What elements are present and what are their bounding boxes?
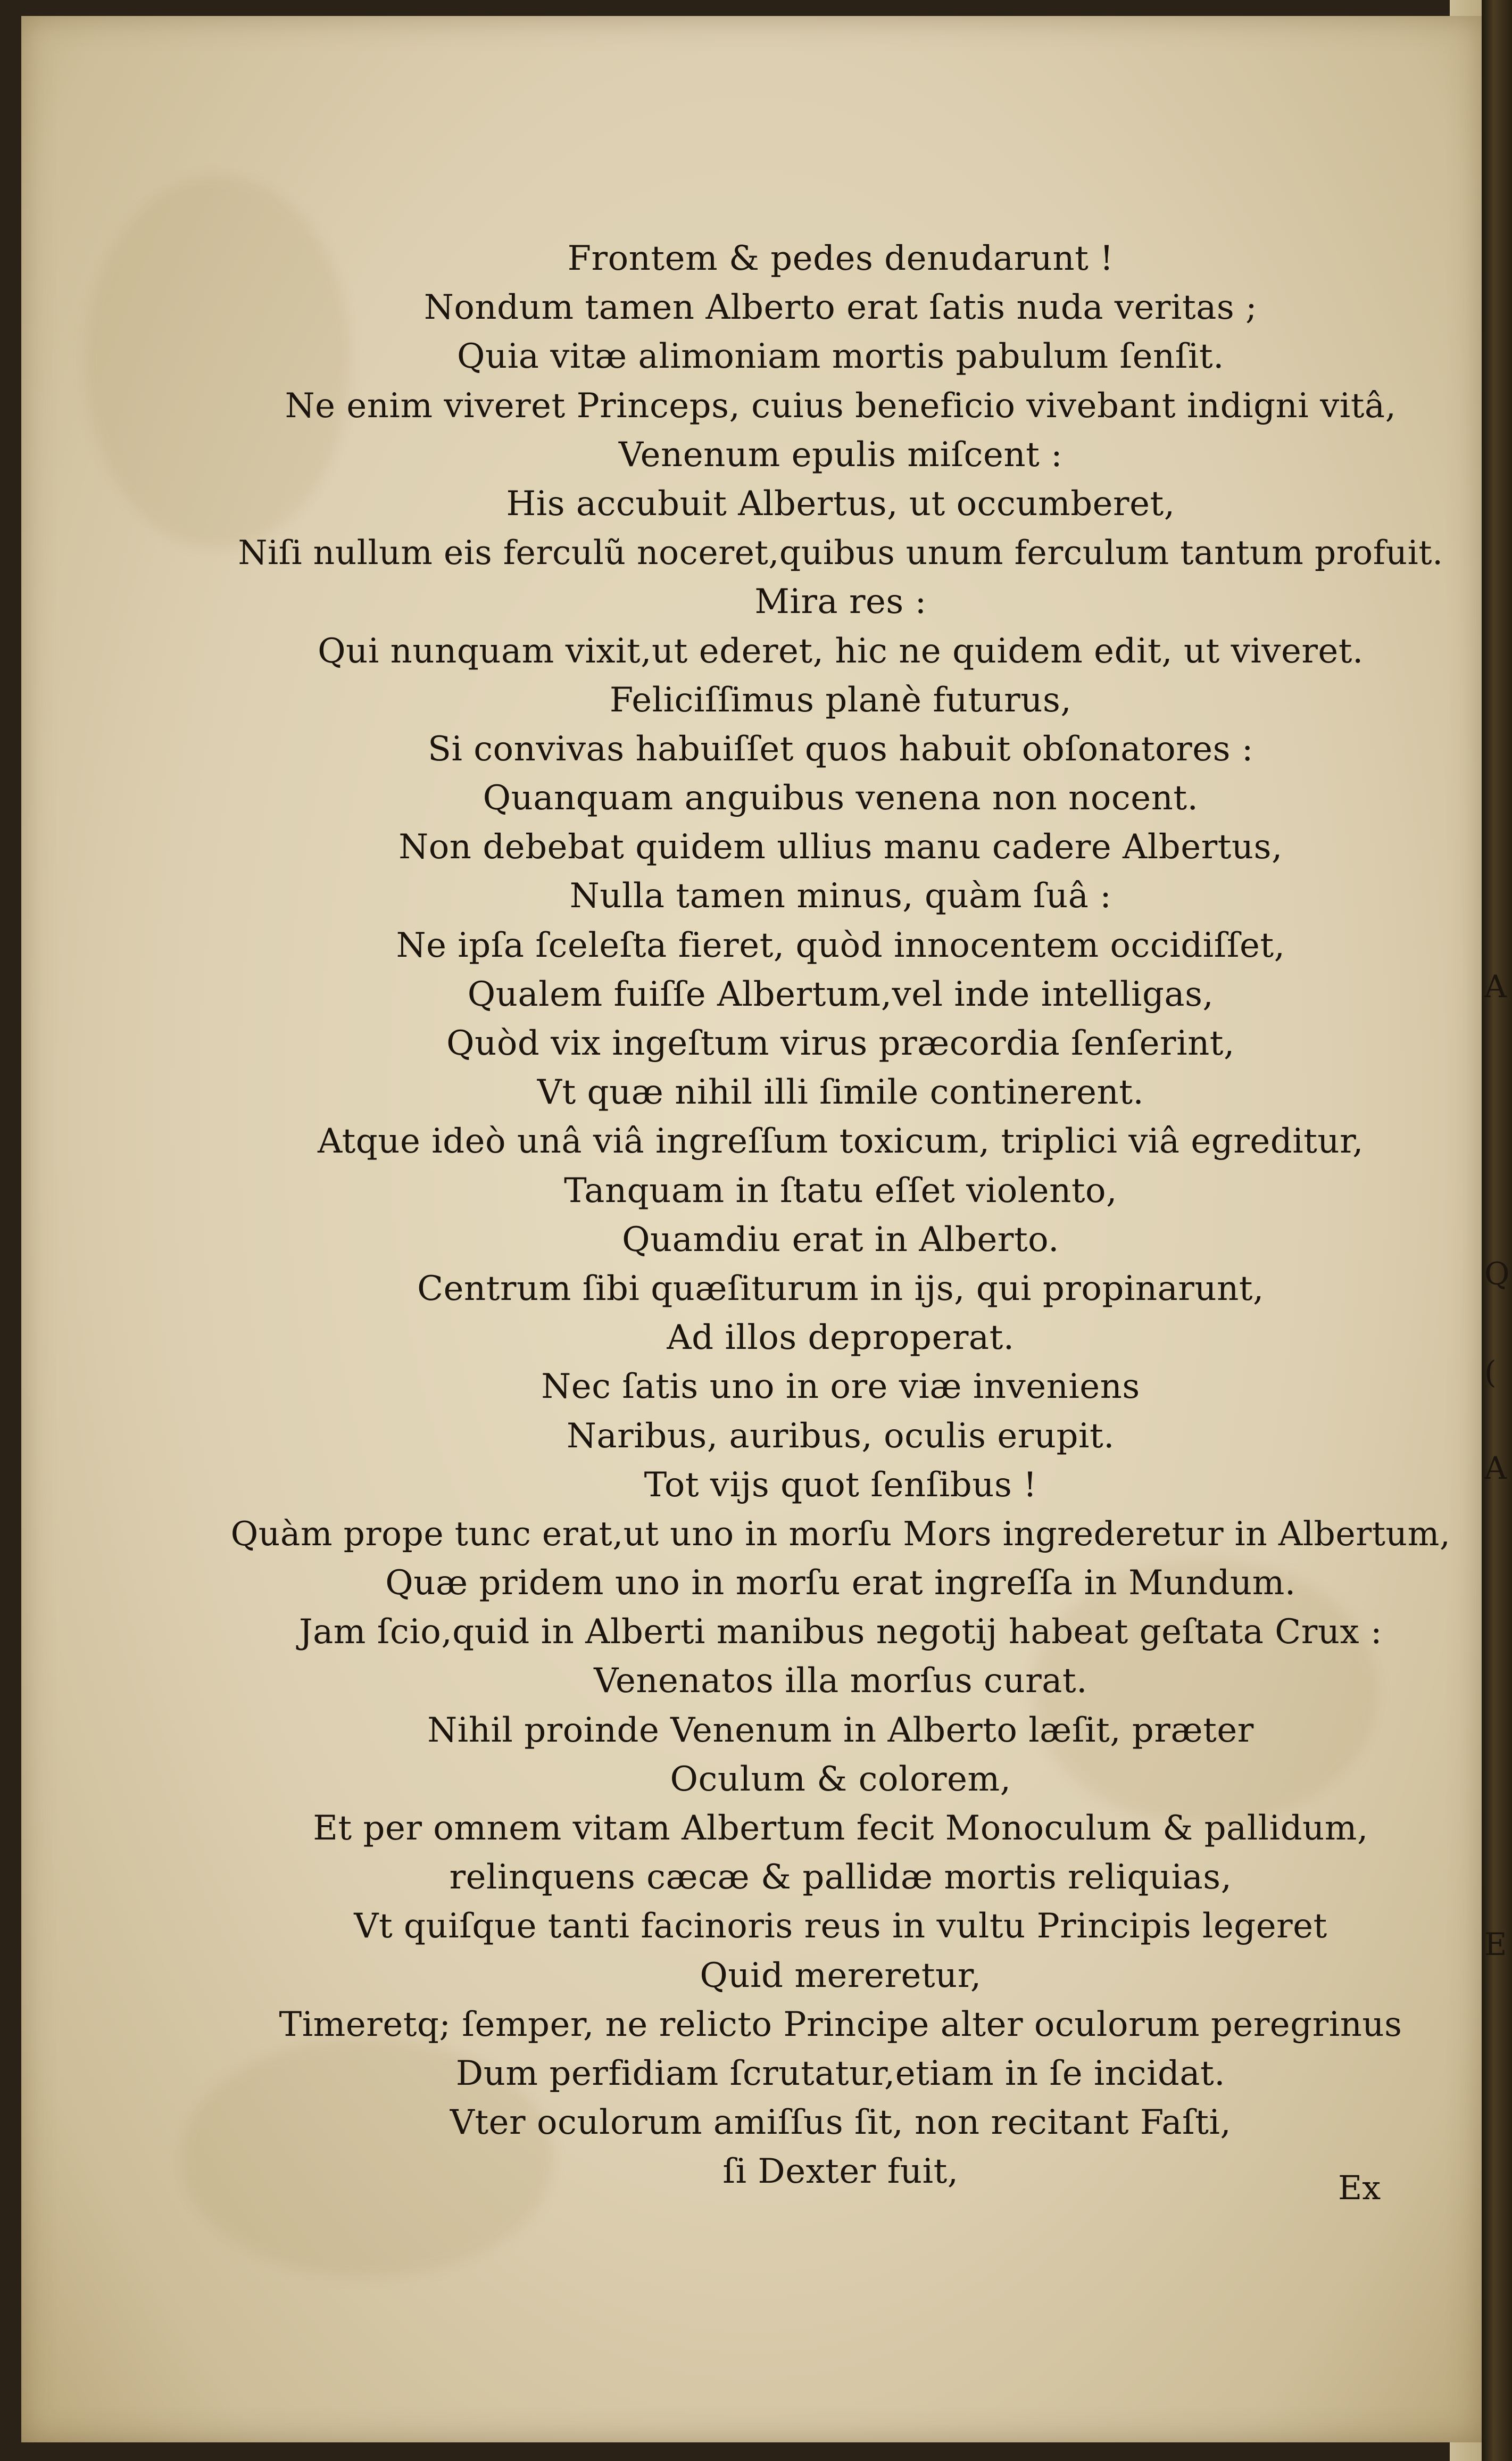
text-line: Vt quiſque tanti facinoris reus in vultu Principis legeret (354, 1907, 1327, 1946)
text-line: Feliciſſimus planè futurus, (609, 680, 1072, 720)
text-line: Nulla tamen minus, quàm ſuâ : (569, 876, 1112, 916)
text-line: Quàm prope tunc erat,ut uno in morſu Mors ingrederetur in Albertum, (230, 1514, 1451, 1553)
verse-text-block (229, 234, 1452, 2197)
text-line: Niſi nullum eis ferculũ noceret,quibus unum ferculum tantum profuit. (238, 533, 1443, 573)
text-line: Oculum & colorem, (670, 1759, 1011, 1799)
facing-page-letter: Q (1484, 1256, 1510, 1292)
text-line: ſi Dexter fuit, (722, 2152, 959, 2192)
facing-page-letter: ( (1484, 1354, 1497, 1390)
text-line: Frontem & pedes denudarunt ! (567, 239, 1114, 278)
text-line: His accubuit Albertus, ut occumberet, (506, 484, 1175, 524)
text-line: Ne enim viveret Princeps, cuius beneficio vivebant indigni vitâ, (285, 386, 1397, 426)
text-line: Venenum epulis miſcent : (618, 435, 1063, 475)
text-line: Venenatos illa morſus curat. (594, 1661, 1087, 1701)
text-line: Quanquam anguibus venena non nocent. (483, 778, 1199, 818)
text-line: Centrum ſibi quæſiturum in ijs, qui propinarunt, (417, 1269, 1264, 1308)
text-line: Ad illos deproperat. (667, 1318, 1015, 1358)
catchword: Ex (1338, 2168, 1381, 2207)
facing-page-letter: E (1484, 1926, 1507, 1962)
text-line: Nihil proinde Venenum in Alberto læſit, præter (427, 1710, 1254, 1750)
text-line: Nec ſatis uno in ore viæ inveniens (541, 1367, 1140, 1407)
text-line: Quamdiu erat in Alberto. (622, 1220, 1059, 1259)
text-line: Quæ pridem uno in morſu erat ingreſſa in Mundum. (385, 1563, 1296, 1603)
text-line: Naribus, auribus, oculis erupit. (567, 1416, 1115, 1456)
text-line: Quòd vix ingeſtum virus præcordia ſenſerint, (446, 1024, 1235, 1063)
text-line: Qui nunquam vixit,ut ederet, hic ne quidem edit, ut viveret. (318, 631, 1364, 671)
text-line: Et per omnem vitam Albertum fecit Monoculum & pallidum, (313, 1809, 1368, 1848)
text-line: Mira res : (754, 582, 927, 622)
text-line: Tot vijs quot ſenſibus ! (644, 1465, 1037, 1505)
text-line: Non debebat quidem ullius manu cadere Albertus, (398, 827, 1283, 867)
text-line: Vter oculorum amiſſus ſit, non recitant Faſti, (450, 2103, 1232, 2143)
text-line: relinquens cæcæ & pallidæ mortis reliquias, (449, 1858, 1232, 1897)
text-line: Vt quæ nihil illi ſimile continerent. (537, 1073, 1144, 1113)
text-line: Quid mereretur, (700, 1955, 982, 1995)
text-line: Dum perfidiam ſcrutatur,etiam in ſe incidat. (455, 2053, 1226, 2093)
text-line: Jam ſcio,quid in Alberti manibus negotij habeat geſtata Crux : (298, 1612, 1383, 1652)
text-line: Nondum tamen Alberto erat ſatis nuda veritas ; (423, 288, 1258, 328)
text-line: Quia vitæ alimoniam mortis pabulum ſenſit. (457, 337, 1224, 377)
binding-gutter (1482, 0, 1512, 2461)
text-line: Ne ipſa ſceleſta fieret, quòd innocentem occidiſſet, (396, 925, 1285, 965)
text-line: Atque ideò unâ viâ ingreſſum toxicum, triplici viâ egreditur, (317, 1122, 1364, 1162)
facing-page-letter: A (1484, 1450, 1507, 1486)
text-line: Qualem fuiſſe Albertum,vel inde intelligas, (467, 974, 1214, 1014)
text-line: Si convivas habuiſſet quos habuit obſonatores : (428, 729, 1253, 769)
text-line: Tanquam in ſtatu eſſet violento, (564, 1171, 1117, 1211)
facing-page-letter: A (1484, 968, 1507, 1005)
text-line: Timeretq; ſemper, ne relicto Principe alter oculorum peregrinus (279, 2004, 1402, 2044)
